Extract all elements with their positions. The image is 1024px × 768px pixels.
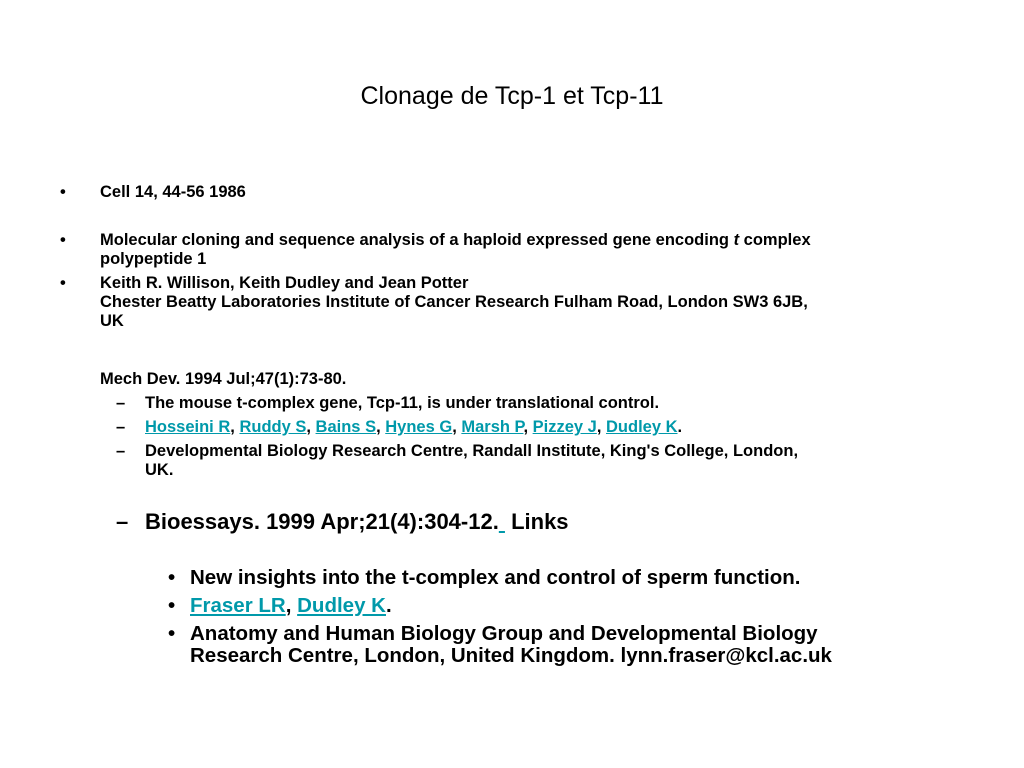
author-link-dudley-k[interactable]: Dudley K bbox=[297, 594, 386, 617]
cell-reference: Cell 14, 44-56 1986 bbox=[100, 183, 246, 201]
slide-title: Clonage de Tcp-1 et Tcp-11 bbox=[360, 82, 664, 110]
dash-marker: – bbox=[116, 418, 126, 436]
bullet-marker: • bbox=[60, 231, 66, 249]
dash-marker: – bbox=[116, 509, 129, 534]
dash-marker: – bbox=[116, 442, 126, 460]
cloning-title-line2: polypeptide 1 bbox=[100, 250, 207, 268]
mech-affiliation-line1: Developmental Biology Research Centre, Randall Institute, King's College, London, bbox=[145, 442, 799, 460]
author-link-ruddy[interactable]: Ruddy S bbox=[239, 418, 307, 436]
bullet-marker: • bbox=[168, 566, 176, 589]
authors-affiliation-line3: UK bbox=[100, 312, 124, 330]
bio-affiliation-line1: Anatomy and Human Biology Group and Developmental Biology bbox=[190, 622, 818, 645]
author-link-hynes[interactable]: Hynes G bbox=[385, 418, 453, 436]
links-label: Links bbox=[511, 509, 569, 534]
dash-marker: – bbox=[116, 394, 126, 412]
author-link-fraser[interactable]: Fraser LR bbox=[190, 594, 286, 617]
bio-authors: Fraser LR, Dudley K. bbox=[190, 594, 392, 617]
bullet-marker: • bbox=[168, 622, 176, 645]
mech-authors: Hosseini R, Ruddy S, Bains S, Hynes G, Marsh P, Pizzey J, Dudley K. bbox=[145, 418, 683, 436]
mech-affiliation-line2: UK. bbox=[145, 461, 174, 479]
author-link-bains[interactable]: Bains S bbox=[315, 418, 377, 436]
authors-line1: Keith R. Willison, Keith Dudley and Jean Potter bbox=[100, 274, 469, 292]
links-anchor[interactable] bbox=[499, 509, 505, 534]
author-link-dudley[interactable]: Dudley K bbox=[606, 418, 678, 436]
author-link-marsh[interactable]: Marsh P bbox=[461, 418, 524, 436]
author-link-hosseini[interactable]: Hosseini R bbox=[145, 418, 231, 436]
authors-affiliation-line2: Chester Beatty Laboratories Institute of Cancer Research Fulham Road, London SW3 6JB, bbox=[100, 293, 808, 311]
bio-article-title: New insights into the t-complex and control of sperm function. bbox=[190, 566, 801, 589]
mech-dev-reference: Mech Dev. 1994 Jul;47(1):73-80. bbox=[100, 370, 347, 388]
bio-affiliation-line2: Research Centre, London, United Kingdom. lynn.fraser@kcl.ac.uk bbox=[190, 644, 832, 667]
bullet-marker: • bbox=[168, 594, 176, 617]
bullet-marker: • bbox=[60, 274, 66, 292]
cloning-title-line1: Molecular cloning and sequence analysis of a haploid expressed gene encoding t complex bbox=[100, 231, 811, 249]
bullet-marker: • bbox=[60, 183, 66, 201]
author-link-pizzey[interactable]: Pizzey J bbox=[532, 418, 597, 436]
mech-article-title: The mouse t-complex gene, Tcp-11, is under translational control. bbox=[145, 394, 660, 412]
bioessays-reference: Bioessays. 1999 Apr;21(4):304-12. Links bbox=[145, 509, 569, 534]
